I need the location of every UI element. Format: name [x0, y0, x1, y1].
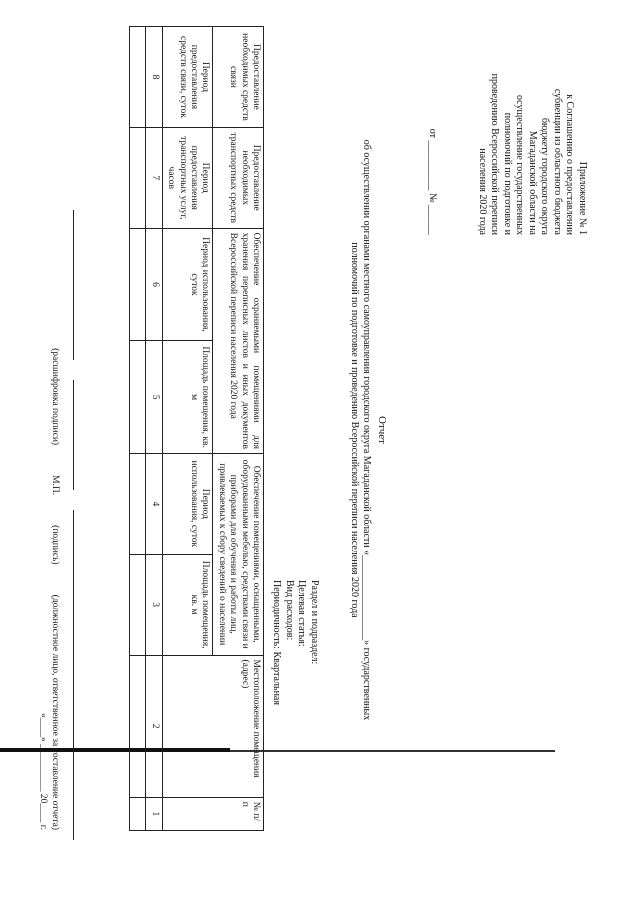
subheader-area: Площадь помещения, кв. м: [162, 554, 213, 655]
column-number: 6: [146, 228, 162, 341]
meta-target-article: Целевая статья:: [296, 580, 308, 647]
subheader-transport-period: Период предоставления транспортных услуг, часов: [162, 127, 213, 228]
signature-line: [73, 380, 74, 490]
subheader-period: Период использования, суток: [162, 228, 213, 341]
subheader-area: Площадь помещения, кв. м: [162, 341, 213, 454]
table-cell: [130, 554, 146, 655]
signature-line: [73, 210, 74, 360]
column-number: 3: [146, 554, 162, 655]
appendix-block: [476, 30, 589, 235]
appendix-line: субвенции из областного бюджета: [552, 88, 563, 235]
header-group-premises: Обеспечение помещениями, оснащенными, оборудованными мебелью, средствами связи и приборами для обучения и работы лиц, привлекаемых к сбору сведений о населении: [213, 453, 264, 655]
report-title-line2: полномочий по подготовке и проведению Всероссийской переписи населения 2020 года: [348, 242, 360, 618]
appendix-line: бюджету городского округа: [539, 117, 551, 235]
report-meta: [270, 580, 320, 830]
position-line: [73, 510, 74, 840]
table-cell: [130, 453, 146, 554]
meta-expense-type: Вид расходов:: [284, 580, 295, 641]
appendix-line: населения 2020 года: [477, 148, 488, 235]
table-cell: [130, 341, 146, 454]
subheader-comm-period: Период предоставления средств связи, суток: [162, 27, 213, 128]
table-cell: [130, 27, 146, 128]
header-location: Местоположение помещения (адрес): [162, 655, 263, 797]
column-number: 5: [146, 341, 162, 454]
column-number: 4: [146, 453, 162, 554]
header-group-storage: Обеспечение охраняемыми помещениями для хранения переписных листов и иных документов Всероссийской переписи населения 2020 года: [213, 228, 264, 453]
table-cell: [130, 655, 146, 797]
report-table: [129, 26, 264, 831]
header-communication: Предоставление необходимых средств связи: [213, 27, 264, 128]
column-number: 7: [146, 127, 162, 228]
appendix-line: осуществление государственных: [514, 94, 526, 235]
appendix-line: Магаданской области на: [527, 130, 538, 235]
table-cell: [130, 127, 146, 228]
column-number: 8: [146, 27, 162, 128]
agreement-date-line: от __________ № ______: [427, 128, 438, 235]
column-number: 1: [146, 797, 162, 830]
table-empty-row: [130, 27, 146, 831]
meta-periodicity: Периодичность: Квартальная: [271, 580, 283, 705]
rotated-document: [20, 0, 620, 860]
subheader-period: Период использования, суток: [162, 453, 213, 554]
column-number: 2: [146, 655, 162, 797]
meta-section: Раздел и подраздел:: [309, 580, 320, 665]
table-number-row: [146, 27, 162, 831]
appendix-number: Приложение № 1: [577, 161, 588, 235]
sign-label: (подпись): [50, 525, 60, 565]
appendix-line: проведению Всероссийской переписи: [489, 73, 501, 235]
report-heading: Отчет: [376, 416, 388, 444]
position-label: (должностное лицо, ответственное за составление отчета): [50, 594, 60, 830]
appendix-line: к Соглашению о предоставлении: [564, 94, 576, 235]
appendix-line: полномочий по подготовке и: [502, 112, 513, 235]
report-title-line1: об осуществлении органами местного самоуправления городского округа Магаданской области «_________________» государственных: [361, 139, 373, 721]
table-header-row: [213, 27, 264, 831]
header-transport: Предоставление необходимых транспортных средств: [213, 127, 264, 228]
signature-date: «____» __________ 20____ г.: [38, 713, 48, 830]
report-title: [347, 0, 388, 860]
table-cell: [130, 797, 146, 830]
table-cell: [130, 228, 146, 341]
decode-label: (расшифровка подписи): [50, 348, 60, 446]
header-num: № п/п: [162, 797, 263, 830]
stamp-label: М.П.: [50, 475, 60, 496]
